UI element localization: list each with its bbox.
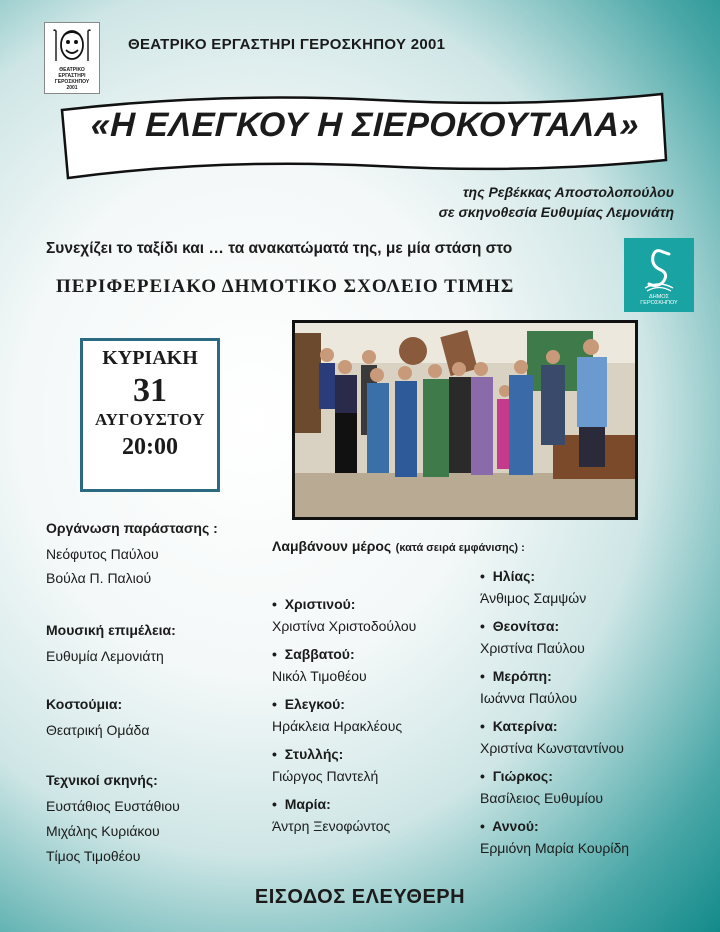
cast-entry	[480, 718, 629, 768]
tech-crew-2: Μιχάλης Κυριάκου	[46, 823, 160, 839]
cast-role: • Γιώρκος:	[480, 768, 553, 784]
costumes-credit: Θεατρική Ομάδα	[46, 722, 150, 738]
organizer-2: Βούλα Π. Παλιού	[46, 570, 152, 586]
cast-heading	[272, 538, 525, 556]
event-month: ΑΥΓΟΥΣΤΟΥ	[95, 410, 205, 429]
cast-role: • Ελεγκού:	[272, 696, 345, 712]
theatre-masks-icon	[50, 27, 94, 67]
cast-col-2	[480, 568, 629, 868]
event-day: ΚΥΡΙΑΚΗ	[102, 347, 198, 369]
municipality-line-2: ΓΕΡΟΣΚΗΠΟΥ	[640, 300, 678, 306]
cast-heading-note: (κατά σειρά εμφάνισης) :	[395, 542, 525, 554]
cast-actor: Χριστίνα Κωνσταντίνου	[480, 740, 624, 756]
cast-role: • Σαββατού:	[272, 646, 355, 662]
cast-actor: Γιώργος Παντελή	[272, 768, 379, 784]
organizer-1: Νεόφυτος Παύλου	[46, 546, 159, 562]
cast-actor: Άνθιμος Σαμψών	[480, 590, 587, 606]
cast-actor: Ερμιόνη Μαρία Κουρίδη	[480, 840, 630, 856]
tech-crew-3: Τίμος Τιμοθέου	[46, 848, 141, 864]
logo-line-3: ΓΕΡΟΣΚΗΠΟΥ	[54, 79, 90, 85]
cast-heading-text: Λαμβάνουν μέρος	[272, 538, 392, 554]
cast-actor: Ιωάννα Παύλου	[480, 690, 577, 706]
event-time: 20:00	[122, 434, 178, 460]
cast-role: • Χριστινού:	[272, 596, 356, 612]
event-date-number: 31	[133, 372, 167, 409]
director-line: σε σκηνοθεσία Ευθυμίας Λεμονιάτη	[438, 204, 674, 220]
cast-entry	[480, 618, 629, 668]
play-title: «Η ΕΛΕΓΚΟΥ Η ΣΙΕΡΟΚΟΥΤΑΛΑ»	[90, 106, 640, 144]
cast-role: • Μερόπη:	[480, 668, 552, 684]
cast-actor: Ηράκλεια Ηρακλέους	[272, 718, 403, 734]
music-label: Μουσική επιμέλεια:	[46, 622, 176, 638]
cast-actor: Χριστίνα Παύλου	[480, 640, 585, 656]
logo-line-1: ΘΕΑΤΡΙΚΟ	[59, 67, 85, 73]
date-box	[80, 338, 220, 492]
cast-group-photo	[292, 320, 638, 520]
tagline: Συνεχίζει το ταξίδι και … τα ανακατώματά της, με μία στάση στο	[46, 240, 513, 257]
troupe-name: ΘΕΑΤΡΙΚΟ ΕΡΓΑΣΤΗΡΙ ΓΕΡΟΣΚΗΠΟΥ 2001	[128, 36, 446, 53]
cast-actor: Νικόλ Τιμοθέου	[272, 668, 367, 684]
logo-line-2: ΕΡΓΑΣΤΗΡΙ	[58, 73, 86, 79]
cast-entry	[480, 568, 629, 618]
cast-col-1	[272, 596, 416, 846]
cast-entry	[480, 768, 629, 818]
cast-entry	[272, 696, 416, 746]
municipality-line-1: ΔΗΜΟΣ	[649, 294, 669, 300]
cast-role: • Θεονίτσα:	[480, 618, 560, 634]
cast-actor: Άντρη Ξενοφώντος	[272, 818, 391, 834]
organization-label: Οργάνωση παράστασης :	[46, 520, 218, 536]
cast-entry	[272, 646, 416, 696]
cast-entry	[272, 796, 416, 846]
tech-crew-1: Ευστάθιος Ευστάθιου	[46, 798, 180, 814]
municipality-logo	[624, 238, 694, 312]
free-entry: ΕΙΣΟΔΟΣ ΕΛΕΥΘΕΡΗ	[254, 886, 466, 908]
logo-line-4: 2001	[66, 85, 78, 91]
cast-entry	[480, 668, 629, 718]
author-line: της Ρεβέκκας Αποστολοπούλου	[462, 184, 674, 200]
troupe-logo	[44, 22, 100, 94]
cast-actor: Βασίλειος Ευθυμίου	[480, 790, 604, 806]
group-photo-illustration	[295, 323, 635, 517]
tech-label: Τεχνικοί σκηνής:	[46, 772, 158, 788]
cast-role: • Αννού:	[480, 818, 539, 834]
venue: ΠΕΡΙΦΕΡΕΙΑΚΟ ΔΗΜΟΤΙΚΟ ΣΧΟΛΕΙΟ ΤΙΜΗΣ	[56, 276, 515, 297]
cast-role: • Στυλλής:	[272, 746, 344, 762]
cast-role: • Ηλίας:	[480, 568, 536, 584]
music-credit: Ευθυμία Λεμονιάτη	[46, 648, 164, 664]
cast-entry	[480, 818, 629, 868]
cast-role: • Κατερίνα:	[480, 718, 558, 734]
cast-entry	[272, 746, 416, 796]
swan-icon	[637, 244, 681, 294]
cast-entry	[272, 596, 416, 646]
cast-role: • Μαρία:	[272, 796, 331, 812]
costumes-label: Κοστούμια:	[46, 696, 123, 712]
cast-actor: Χριστίνα Χριστοδούλου	[272, 618, 417, 634]
